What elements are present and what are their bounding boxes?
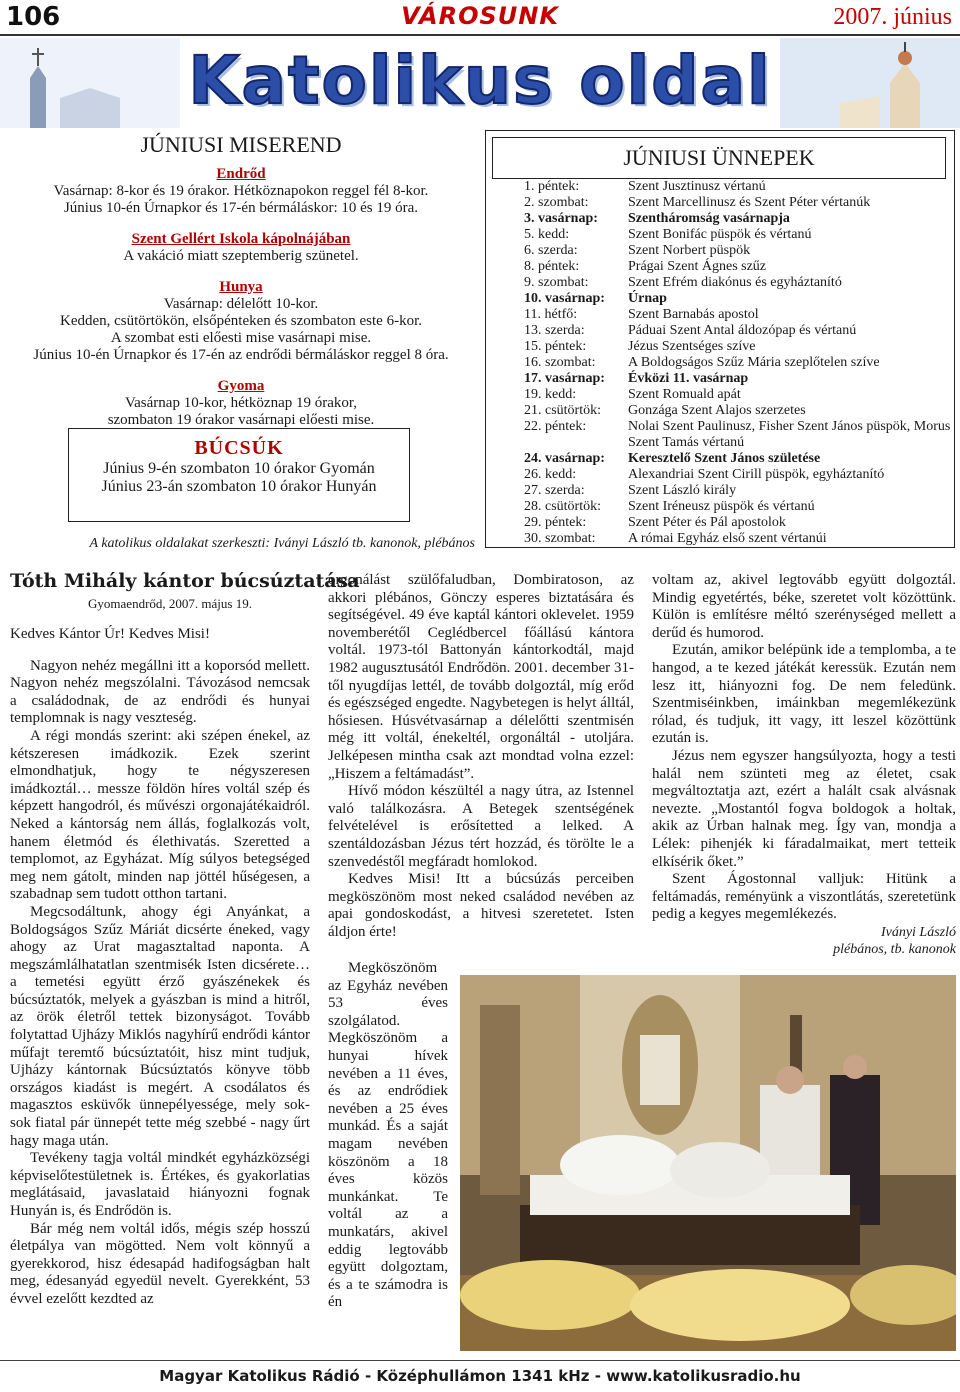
feast-day: 24. vasárnap:: [524, 451, 605, 466]
feast-day: 9. szombat:: [524, 275, 589, 290]
header-divider: [0, 34, 960, 36]
feast-name: Szent László király: [628, 483, 737, 498]
feast-day: 16. szombat:: [524, 355, 596, 370]
article-column-2: [328, 572, 634, 941]
feast-row: [524, 195, 954, 211]
editor-note: A katolikus oldalakat szerkeszti: Iványi László tb. kanonok, plébános: [89, 536, 475, 551]
feast-row: [524, 467, 954, 483]
feast-day: 8. péntek:: [524, 259, 580, 274]
schedule-line: Kedden, csütörtökön, elsőpénteken és szombaton este 6-kor.: [60, 313, 422, 329]
june-feasts: [485, 130, 955, 548]
schedule-heading-hunya: Hunya: [219, 279, 263, 295]
funeral-photo: [460, 975, 956, 1351]
schedule-heading-endrod: Endrőd: [216, 166, 266, 182]
feast-row: [524, 211, 954, 227]
feast-name: Alexandriai Szent Cirill püspök, egyháztanító: [628, 467, 885, 482]
article-place-date: Gyomaendrőd, 2007. május 19.: [88, 596, 252, 611]
feast-name: Jézus Szentséges szíve: [628, 339, 756, 354]
article-paragraph: Ezután, amikor belépünk ide a templomba, a te hangod, a te kezed játékát keressük. Ezután nem lesz itt, hiányozni fog. De nem feledünk. Szentmiséinkben, imáinkban megemlékezünk rólad, és tudjuk, itt vagy, itt leszel közöttünk ezután is.: [652, 642, 956, 747]
feast-row: [524, 179, 954, 195]
feast-name: Úrnap: [628, 291, 667, 306]
article-paragraph: Megcsodáltunk, ahogy égi Anyánkat, a Boldogságos Szűz Máriát dicsérte éneked, vagy ahogy az Urat magasztaltad naponta. A megszámlálhatatlan szentmisék Isten dicsérete… a temetési együtt érző gyászénekek és búcsúztatók, melyek a gyászban is mind a hitről, az örök életről tettek bizonyságot. Tovább folytattad Ujházy Miklós nagyhírű endrődi kántor műfajt teremtő búcsúztatóit, hisz mint tudjuk, Ujházy kántornak Búcsúztatós könyve több országos kiadást is megért. A csodálatos és magasztos esküvők ünnepélyessége, mely sok-sok fiatal pár ünnepét tette még szebbé - nagy űrt hagy maga után.: [10, 903, 310, 1149]
feast-name: Szent Bonifác püspök és vértanú: [628, 227, 812, 242]
feast-name: Szent Barnabás apostol: [628, 307, 759, 322]
feast-name: A Boldogságos Szűz Mária szeplőtelen szíve: [628, 355, 880, 370]
church-tower-right-image: [780, 38, 960, 128]
banner: [0, 38, 960, 128]
feast-row: [524, 387, 954, 403]
feast-day: 10. vasárnap:: [524, 291, 605, 306]
feast-row: [524, 259, 954, 275]
feast-name: Szentháromság vasárnapja: [628, 211, 790, 226]
feast-day: 13. szerda:: [524, 323, 585, 338]
article-paragraph: Megköszönöm az Egyház nevében 53 éves szolgálatod. Megköszönöm a hunyai hívek nevében a 11 éves, és az endrődiek nevében a 25 éves munkád. És a saját magam nevében köszönöm a 18 éves közös munkánkat. Te voltál az a munkatárs, akivel eddig legtovább együtt dolgoztam, és a te számodra is én: [328, 960, 448, 1311]
schedule-line: A vakáció miatt szeptemberig szünetel.: [123, 248, 359, 264]
feast-row: [524, 419, 954, 451]
issue-date: 2007. június: [833, 4, 952, 30]
feast-name: Szent Péter és Pál apostolok: [628, 515, 786, 530]
schedule-line: Június 10-én Úrnapkor és 17-én az endrődi bérmáláskor reggel 8 óra.: [33, 347, 449, 363]
feast-day: 1. péntek:: [524, 179, 580, 194]
article-paragraph: orgonálást szülőfaludban, Dombiratoson, az akkori plébános, Gönczy esperes biztatására és segítségével. 49 éve kaptál kántori oklevelet. 1959 novemberétől Ceglédbercel főállású kántora voltál. 1973-tól Battonyán kántorkodtál, majd 1982 augusztusától Endrődön. 2001. december 31-től nyugdíjas lettél, de tovább dolgoztál, míg erőd és egészséged engedte. Nagybetegen is helyt álltál, hősiesen. Húsvétvasárnap a délelőtti szentmisén még itt voltál, énekeltél, orgonáltál - utoljára. Jelképesen mintha csak azt mondtad volna ezzel: „Hiszem a feltámadást”.: [328, 572, 634, 782]
feast-row: [524, 451, 954, 467]
feast-list: [524, 179, 954, 547]
feast-day: 30. szombat:: [524, 531, 596, 546]
page-header: [0, 0, 960, 34]
feast-name: Prágai Szent Ágnes szűz: [628, 259, 767, 274]
schedule-line: A szombat esti előesti mise vasárnapi mise.: [110, 330, 372, 346]
paper-name: VÁROSUNK: [401, 2, 559, 30]
article-title: Tóth Mihály kántor búcsúztatása: [10, 570, 360, 592]
banner-title: Katolikus oldal: [188, 42, 772, 119]
article-paragraph: Tevékeny tagja voltál mindkét egyházközségi képviselőtestületnek is. Értékes, és gyakorlatias meglátásaid, javaslataid hiányozni fognak Hunyán is, és Endrődön is.: [10, 1150, 310, 1219]
feast-name: Keresztelő Szent János születése: [628, 451, 821, 466]
article-column-1: [10, 626, 310, 1309]
feast-day: 3. vasárnap:: [524, 211, 598, 226]
feast-day: 29. péntek:: [524, 515, 587, 530]
page-number: 106: [6, 2, 61, 32]
feast-day: 5. kedd:: [524, 227, 570, 242]
feast-day: 26. kedd:: [524, 467, 577, 482]
feasts-title-box: [492, 137, 946, 179]
feast-day: 17. vasárnap:: [524, 371, 605, 386]
feast-day: 19. kedd:: [524, 387, 577, 402]
feast-row: [524, 339, 954, 355]
article-column-2-narrow: [328, 960, 448, 1312]
article-paragraph: Kedves Misi! Itt a búcsúzás perceiben megköszönöm most neked családod nevében az apai gondoskodást, a hitvesi szeretetet. Isten áldjon érte!: [328, 871, 634, 940]
mass-schedule: [8, 128, 474, 560]
feast-row: [524, 403, 954, 419]
schedule-line: Június 10-én Úrnapkor és 17-én bérmáláskor: 10 és 19 óra.: [63, 200, 419, 216]
feast-name: Szent Efrém diakónus és egyháztanító: [628, 275, 842, 290]
feast-day: 6. szerda:: [524, 243, 578, 258]
feast-day: 11. hétfő:: [524, 307, 578, 322]
feast-row: [524, 323, 954, 339]
footer-radio-info: Magyar Katolikus Rádió - Középhullámon 1341 kHz - www.katolikusradio.hu: [0, 1360, 960, 1392]
article-paragraph: Nagyon nehéz megállni itt a koporsód mellett. Nagyon nehéz megszólalni. Távozásod nemcsak a családodnak, de az endrődi és hunyai templomnak is nagy veszteség.: [10, 657, 310, 727]
feast-name: Nolai Szent Paulinusz, Fisher Szent János püspök, Morus Szent Tamás vértanú: [628, 419, 951, 450]
feast-name: Szent Jusztinusz vértanú: [628, 179, 766, 194]
feast-day: 27. szerda:: [524, 483, 585, 498]
schedule-line: Vasárnap: 8-kor és 19 órakor. Hétköznapokon reggel fél 8-kor.: [53, 183, 429, 199]
pilgrimage-box: [68, 428, 410, 522]
feast-day: 2. szombat:: [524, 195, 589, 210]
schedule-line: Vasárnap 10-kor, hétköznap 19 órakor,: [124, 395, 358, 411]
feast-day: 15. péntek:: [524, 339, 587, 354]
feast-row: [524, 499, 954, 515]
feast-row: [524, 307, 954, 323]
feast-row: [524, 291, 954, 307]
signature-title: plébános, tb. kanonok: [833, 941, 956, 957]
feast-name: Évközi 11. vasárnap: [628, 371, 749, 386]
feast-day: 28. csütörtök:: [524, 499, 601, 514]
article-column-3: [652, 572, 956, 958]
feast-day: 21. csütörtök:: [524, 403, 601, 418]
feast-name: Szent Norbert püspök: [628, 243, 751, 258]
article-paragraph: Bár még nem voltál idős, mégis szép hosszú életpálya van mögötted. Nem volt könnyű a gyerekkorod, hisz édesapád hadifogságban halt meg, édesanyád egyedül nevelt. Gyerekként, 53 évvel ezelőtt kezdted az: [10, 1220, 310, 1307]
pilgrimage-line: Június 23-án szombaton 10 órakor Hunyán: [101, 478, 377, 495]
article-paragraph: Szent Ágostonnal valljuk: Hitünk a feltámadás, reményünk a viszontlátás, szeretetünk pedig a kegyes megemlékezés.: [652, 871, 956, 923]
feast-row: [524, 531, 954, 547]
pilgrimage-title: BÚCSÚK: [194, 437, 284, 459]
feast-row: [524, 243, 954, 259]
feast-row: [524, 371, 954, 387]
feast-name: A római Egyház első szent vértanúi: [628, 531, 827, 546]
feast-name: Páduai Szent Antal áldozópap és vértanú: [628, 323, 857, 338]
article-paragraph: A régi mondás szerint: aki szépen énekel, az kétszeresen imádkozik. Ezek szerint elmondhatjuk, hogy te négyszeresen imádkoztál… messze földön híres voltál szép és képzett hangodról, és művészi orgonajátékaidról. Neked a kántorság nem állás, foglalkozás volt, hanem életmód és élethivatás. Szeretted a templomot, az Egyházat. Míg súlyos betegséged meg nem gátolt, minden nap jöttél hűségesen, a szabadnap sem tudott otthon tartani.: [10, 727, 310, 903]
feasts-title: JÚNIUSI ÜNNEPEK: [623, 145, 815, 170]
feast-row: [524, 355, 954, 371]
article-paragraph: voltam az, akivel legtovább együtt dolgoztál. Mindig egyetértés, béke, szeretet volt közöttünk. Külön is említésre méltó szerénységed mellett a derűd és humorod.: [652, 572, 956, 641]
salutation: Kedves Kántor Úr! Kedves Misi!: [10, 626, 210, 642]
feast-row: [524, 275, 954, 291]
feast-row: [524, 227, 954, 243]
feast-name: Szent Marcellinusz és Szent Péter vértanúk: [628, 195, 871, 210]
pilgrimage-line: Június 9-én szombaton 10 órakor Gyomán: [103, 460, 375, 477]
feast-name: Szent Iréneusz püspök és vértanú: [628, 499, 815, 514]
feast-name: Gonzága Szent Alajos szerzetes: [628, 403, 806, 418]
article-paragraph: Hívő módon készültél a nagy útra, az Istennel való találkozásra. A Betegek szentségének felvételével is erősítetted a lelked. A szentáldozásban Jézus tért hozzád, és töröltе le a szenvedéstől megfáradt homlokod.: [328, 783, 634, 870]
schedule-title: JÚNIUSI MISEREND: [140, 132, 342, 157]
schedule-heading-gyoma: Gyoma: [217, 378, 265, 394]
signature-name: Iványi László: [880, 924, 956, 940]
feast-row: [524, 515, 954, 531]
article-paragraph: Jézus nem egyszer hangsúlyozta, hogy a testi halál nem szünteti meg az életet, csak megváltoztatja azt, ezért a halált csak alvásnak nevezte. „Mostantól fogva boldogok a holtak, akik az Úrban halnak meg. Így van, mondja a Lélek: pihenjék ki fáradalmaikat, mert tetteik elkísérik őket.”: [652, 747, 956, 870]
feast-day: 22. péntek:: [524, 419, 587, 434]
feast-row: [524, 483, 954, 499]
feast-name: Szent Romuald apát: [628, 387, 741, 402]
schedule-line: Vasárnap: délelőtt 10-kor.: [163, 296, 319, 312]
schedule-heading-gellert: Szent Gellért Iskola kápolnájában: [131, 231, 351, 247]
schedule-line: szombaton 19 órakor vasárnapi előesti mise.: [107, 412, 375, 428]
